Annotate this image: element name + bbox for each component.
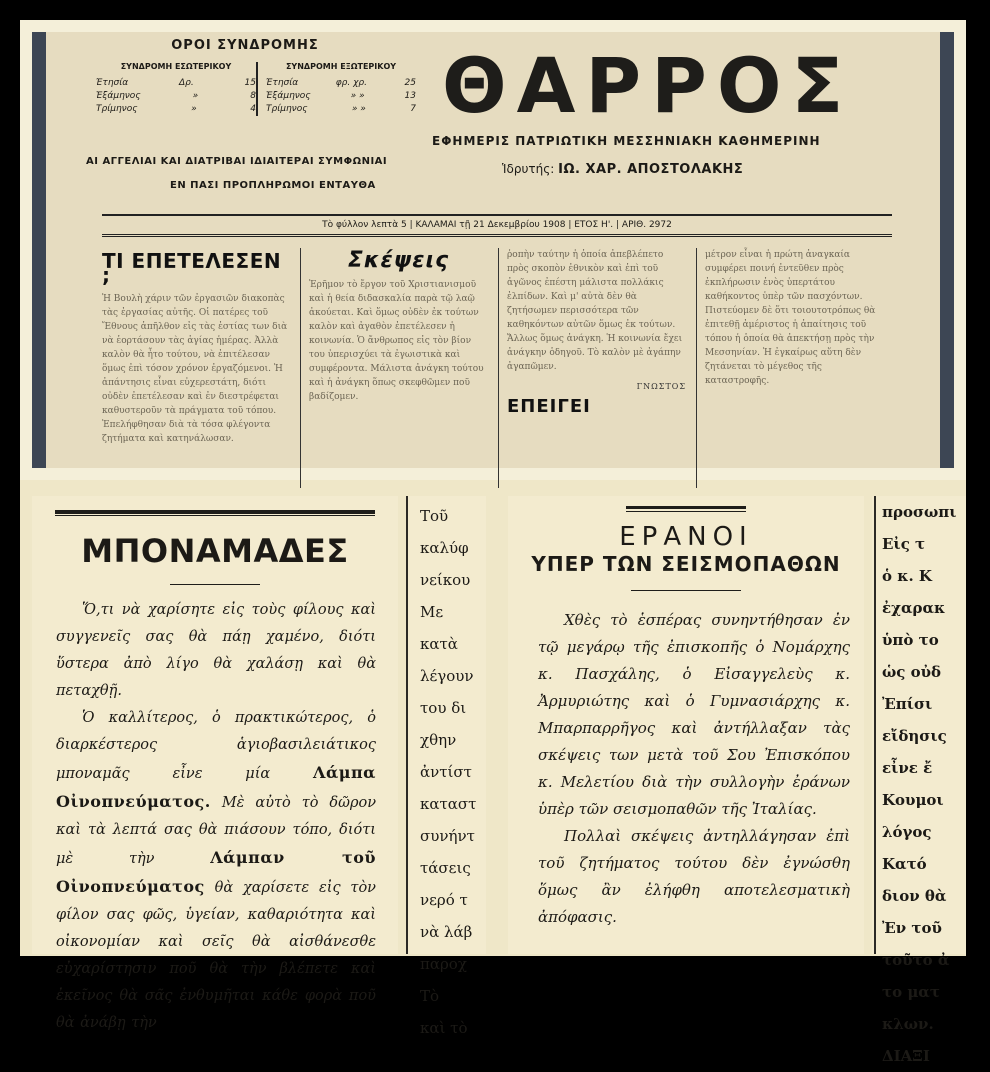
column-3-text: ῥοπὴν ταύτην ἡ ὁποία ἀπεβλέπετο πρὸς σκοπὸν ἐθνικὸν καὶ ἐπὶ τοῦ ἀγῶνος ἐπέστη μάλιστα πολλάκις ἐλπίδων. Καὶ μ' αὐτὰ δὲν θὰ ζητήσωμεν περισσότερα τῶν καθηκόντων αὐτῶν ὅμως ἐκ τούτων. Ἄλλως ὅμως ἀνάγκη. Ἡ κοινωνία ἔχει ἀνάγκην ὁδηγοῦ. Τὸ καλὸν μὲ ἀγάπην ἀγαπῶμεν.	[507, 250, 683, 372]
fragment-line: λέγουν	[420, 667, 474, 685]
row-label: Ἑξάμηνος	[96, 91, 141, 101]
row-currency: » »	[350, 91, 365, 101]
fragment-line: Τὸ	[420, 987, 440, 1005]
fragment-line: Κατό	[882, 855, 927, 873]
fragment-line: καλύφ	[420, 539, 469, 557]
row-value: 13	[404, 91, 416, 101]
row-label: Τρίμηνος	[96, 104, 138, 114]
fragment-line: νείκου	[420, 571, 471, 589]
fragment-line: τάσεις	[420, 859, 471, 877]
eranoi-title: ΕΡΑΝΟΙ	[619, 522, 753, 552]
column-4-text: μέτρον εἶναι ἡ πρώτη ἀναγκαία συμφέρει ποινή ἐντεῦθεν πρὸς ἐκπλήρωσιν ἑνὸς ὑπερτάτου καθήκοντος ὑπὲρ τῶν πασχόντων. Πιστεύομεν δὲ ὅτι τοιουτοτρόπως θὰ ἐπιτεθῇ ἀμέριστος ἡ ἀπαίτησις τοῦ τόπου ἡ ὁποία θὰ ἀπεκτήσῃ πρὸς τὴν Μεσσηνίαν. Ἡ ἐγκαίρως αὕτη δὲν ζητάνεται τὸ μέγεθος τῆς καταστροφῆς.	[705, 250, 876, 386]
row-currency: »	[191, 104, 197, 114]
column-2-headline: Σκέψεις	[347, 248, 450, 273]
fragment-line: παροχ	[420, 955, 467, 973]
exterior-row	[266, 77, 416, 90]
interior-subscription	[96, 62, 256, 116]
bold-run: Λάμπαν τοῦ Οἰνοπνεύματος	[56, 848, 376, 896]
row-currency: » »	[351, 104, 366, 114]
row-value: 15	[244, 78, 256, 88]
fragment-line: καταστ	[420, 795, 477, 813]
bonamades-body	[32, 597, 398, 1037]
middle-fragment	[406, 496, 486, 1037]
fragment-line: εἴδησις	[882, 727, 947, 745]
newspaper-title: ΘΑΡΡΟΣ	[442, 41, 854, 130]
fragment-line: ὑπὸ το	[882, 631, 939, 649]
exterior-row	[266, 103, 416, 116]
column-1-text: Ἡ Βουλὴ χάριν τῶν ἐργασιῶν διακοπὰς τὰς ἐργασίας αὐτῆς. Οἱ πατέρες τοῦ Ἔθνους ἀπῆλθον εἰς τὰς ἑστίας των διὰ νὰ ἑορτάσουν τὰς ἁγίας ἡμέρας. Ἀλλὰ καλὸν θὰ ἦτο τούτου, νὰ ἐπιτέλεσαν ὅμως ἐπὶ τόσον χρόνον ἐργαζόμενοι. Ἡ ἀπάντησις εἶναι εὐχερεστάτη, διότι οὐδὲν ἐπετέλεσαν καὶ ἐν διεστρέφεται καθυστεροῦν τὰ πράγματα τοῦ τόπου. Ἐπελήφθησαν διὰ τὰ τόσα φλέγοντα ζητήματα καὶ κατηνάλωσαν.	[102, 294, 288, 444]
right-fragment-lines	[872, 496, 966, 1072]
column-2	[300, 248, 496, 488]
article-top-rule	[55, 510, 375, 516]
interior-row	[96, 103, 256, 116]
fragment-line: Με	[420, 603, 444, 621]
eranoi-paragraph-1: Χθὲς τὸ ἑσπέρας συνηντήθησαν ἐν τῷ μεγάρῳ τῆς ἐπισκοπῆς ὁ Νομάρχης κ. Πασχάλης, ὁ Εἰσαγγελεὺς κ. Ἀρμυριώτης καὶ ὁ Γυμνασιάρχης κ. Μπαρπαρρῆγος καὶ ἀντήλλαξαν τὰς σκέψεις των μετὰ τοῦ Σου Ἐπισκόπου κ. Μελετίου διὰ τὴν συλλογὴν ἐράνων ὑπὲρ τῶν σεισμοπαθῶν τῆς Ἰταλίας.	[538, 611, 850, 818]
article-top-rule	[626, 506, 746, 512]
founder-label: Ἱδρυτής:	[502, 162, 555, 176]
front-page-paper	[32, 32, 954, 468]
column-1-headline: ΤΙ ΕΠΕΤΕΛΕΣΕΝ ;	[102, 249, 282, 287]
masthead	[432, 41, 902, 206]
row-label: Ἑξάμηνος	[266, 91, 311, 101]
column-rule	[406, 496, 408, 954]
left-dark-band	[32, 32, 46, 468]
fragment-line: ΔΙΑΞΙ	[882, 1047, 930, 1065]
fragment-line: ὁ κ. Κ	[882, 567, 932, 585]
fragment-line: ἀντίστ	[420, 763, 472, 781]
interior-row	[96, 90, 256, 103]
fragment-line: κλων.	[882, 1015, 934, 1033]
middle-fragment-lines	[406, 496, 486, 1044]
row-value: 7	[410, 104, 416, 114]
column-3	[498, 248, 694, 488]
interior-title: ΣΥΝΔΡΟΜΗ ΕΣΩΤΕΡΙΚΟΥ	[120, 62, 232, 71]
column-4	[696, 248, 896, 488]
text-run: Μὲ αὐτὸ τὸ δῶρον καὶ τὰ λεπτά σας θὰ πιάσουν τόπο, διότι μὲ τὴν	[56, 795, 377, 867]
fragment-line: προσωπι	[882, 503, 957, 521]
exterior-title: ΣΥΝΔΡΟΜΗ ΕΞΩΤΕΡΙΚΟΥ	[285, 62, 397, 71]
bonamades-article	[32, 496, 398, 1031]
eranoi-body	[508, 607, 864, 931]
fragment-line: Ἐπίσι	[882, 695, 933, 713]
article-sub-rule	[631, 590, 741, 591]
fragment-line: Τοῦ	[420, 507, 449, 525]
row-currency: Δρ.	[179, 78, 194, 88]
eranoi-paragraph-2: Πολλαὶ σκέψεις ἀντηλλάγησαν ἐπὶ τοῦ ζητήματος τούτου δὲν ἐγνώσθη ὅμως ἂν ἐλήφθη αποτελεσματικὴ ἀπόφασις.	[538, 827, 850, 926]
fragment-line: εἶνε ἔ	[882, 759, 933, 777]
subscription-title: ΟΡΟΙ ΣΥΝΔΡΟΜΗΣ	[171, 38, 319, 53]
dateline: Τὸ φύλλον λεπτὰ 5 | ΚΑΛΑΜΑΙ τῇ 21 Δεκεμβρίου 1908 | ΕΤΟΣ Η'. | ΑΡΙΘ. 2972	[102, 214, 892, 237]
bold-run: Λάμπα Οἰνοπνεύματος.	[56, 763, 376, 811]
row-value: 8	[250, 91, 256, 101]
fragment-line: νερό τ	[420, 891, 468, 909]
row-label: Ἐτησία	[266, 78, 299, 88]
row-label: Ἐτησία	[96, 78, 129, 88]
founder-name: ΙΩ. ΧΑΡ. ΑΠΟΣΤΟΛΑΚΗΣ	[558, 162, 744, 177]
fragment-line: συνήντ	[420, 827, 475, 845]
subscription-terms	[60, 38, 420, 208]
right-dark-band	[940, 32, 954, 468]
article-sub-rule	[170, 584, 260, 585]
row-value: 4	[250, 104, 256, 114]
column-2-text: Ἐρῆμον τὸ ἔργον τοῦ Χριστιανισμοῦ καὶ ἡ θεία διδασκαλία παρὰ τῷ λαῷ ἀκούεται. Καὶ ὅμως οὐδὲν ἐκ τούτων καλὸν καὶ ἀγαθὸν ἐπετέλεσεν ἡ κοινωνία. Ὁ ἄνθρωπος εἰς τὸν βίον του ὑπερισχύει τὰ ἐγωιστικὰ καὶ συμφέροντα. Μάλιστα ἀνάγκη τούτου καὶ ἡ ἀνάγκη ὅπως σκεφθῶμεν ποῦ βαδίζομεν.	[309, 280, 484, 402]
exterior-subscription	[256, 62, 416, 116]
prepay-note: ΕΝ ΠΑΣΙ ΠΡΟΠΛΗΡΩΜΟΙ ΕΝΤΑΥΘΑ	[170, 180, 376, 191]
column-rule	[874, 496, 876, 954]
column-3-next-headline: ΕΠΕΙΓΕΙ	[507, 396, 591, 417]
fragment-line: καὶ τὸ	[420, 1019, 468, 1037]
fragment-line: Εἰς τ	[882, 535, 926, 553]
row-currency: »	[192, 91, 199, 101]
bonamades-paragraph-2	[56, 705, 376, 1037]
row-currency: φρ. χρ.	[335, 78, 368, 88]
fragment-line: του δι	[420, 699, 467, 717]
fragment-line: λόγος	[882, 823, 932, 841]
collage-frame	[20, 20, 966, 1065]
row-label: Τρίμηνος	[266, 104, 308, 114]
bonamades-paragraph-1: Ὅ,τι νὰ χαρίσητε εἰς τοὺς φίλους καὶ συγγενεῖς σας θὰ πάῃ χαμένο, διότι ὕστερα ἀπὸ λίγο θὰ χαλάσῃ καὶ θὰ πεταχθῇ.	[56, 602, 376, 699]
fragment-line: κατὰ	[420, 635, 458, 653]
fragment-line: Ἐν τοῦ	[882, 919, 942, 937]
bonamades-title: ΜΠΟΝΑΜΑΔΕΣ	[81, 532, 349, 570]
fragment-line: Κουμοι	[882, 791, 944, 809]
column-1	[102, 248, 298, 488]
text-run: Ὁ καλλίτερος, ὁ πρακτικώτερος, ὁ διαρκέστερος ἁγιοβασιλειάτικος μποναμᾶς εἶνε μία	[56, 710, 376, 782]
eranoi-subtitle: ΥΠΕΡ ΤΩΝ ΣΕΙΣΜΟΠΑΘΩΝ	[531, 552, 841, 576]
ads-note: ΑΙ ΑΓΓΕΛΙΑΙ ΚΑΙ ΔΙΑΤΡΙΒΑΙ ΙΔΙΑΙΤΕΡΑΙ ΣΥΜΦΩΝΙΑΙ	[86, 156, 388, 167]
fragment-line: χθην	[420, 731, 457, 749]
founder-line	[502, 162, 902, 177]
newspaper-subtitle: ΕΦΗΜΕΡΙΣ ΠΑΤΡΙΩΤΙΚΗ ΜΕΣΣΗΝΙΑΚΗ ΚΑΘΗΜΕΡΙΝΗ	[432, 134, 821, 148]
subscription-columns	[96, 62, 426, 116]
fragment-line: το ματ	[882, 983, 940, 1001]
fragment-line: τοῦτο ἀ	[882, 951, 950, 969]
column-3-signature: ΓΝΩΣΤΟΣ	[636, 382, 686, 391]
row-value: 25	[404, 78, 416, 88]
exterior-row	[266, 90, 416, 103]
newspaper-front-page	[20, 20, 966, 480]
text-run: θὰ χαρίσετε εἰς τὸν φίλον σας φῶς, ὑγείαν, καθαριότητα καὶ οἰκονομίαν καὶ σεῖς θὰ αἰσθάνεσθε εὐχαρίστησιν ποῦ θὰ τὴν βλέπετε καὶ ἐκεῖνος θὰ σᾶς ἐνθυμῆται κάθε φορὰ ποῦ θὰ ἀνάβῃ τὴν	[56, 880, 376, 1031]
eranoi-article	[508, 496, 864, 954]
fragment-line: ὡς οὐδ	[882, 663, 942, 681]
fragment-line: ἐχαρακ	[882, 599, 946, 617]
fragment-line: διον θὰ	[882, 887, 947, 905]
fragment-line: νὰ λάβ	[420, 923, 473, 941]
right-fragment	[872, 496, 966, 1065]
interior-row	[96, 77, 256, 90]
